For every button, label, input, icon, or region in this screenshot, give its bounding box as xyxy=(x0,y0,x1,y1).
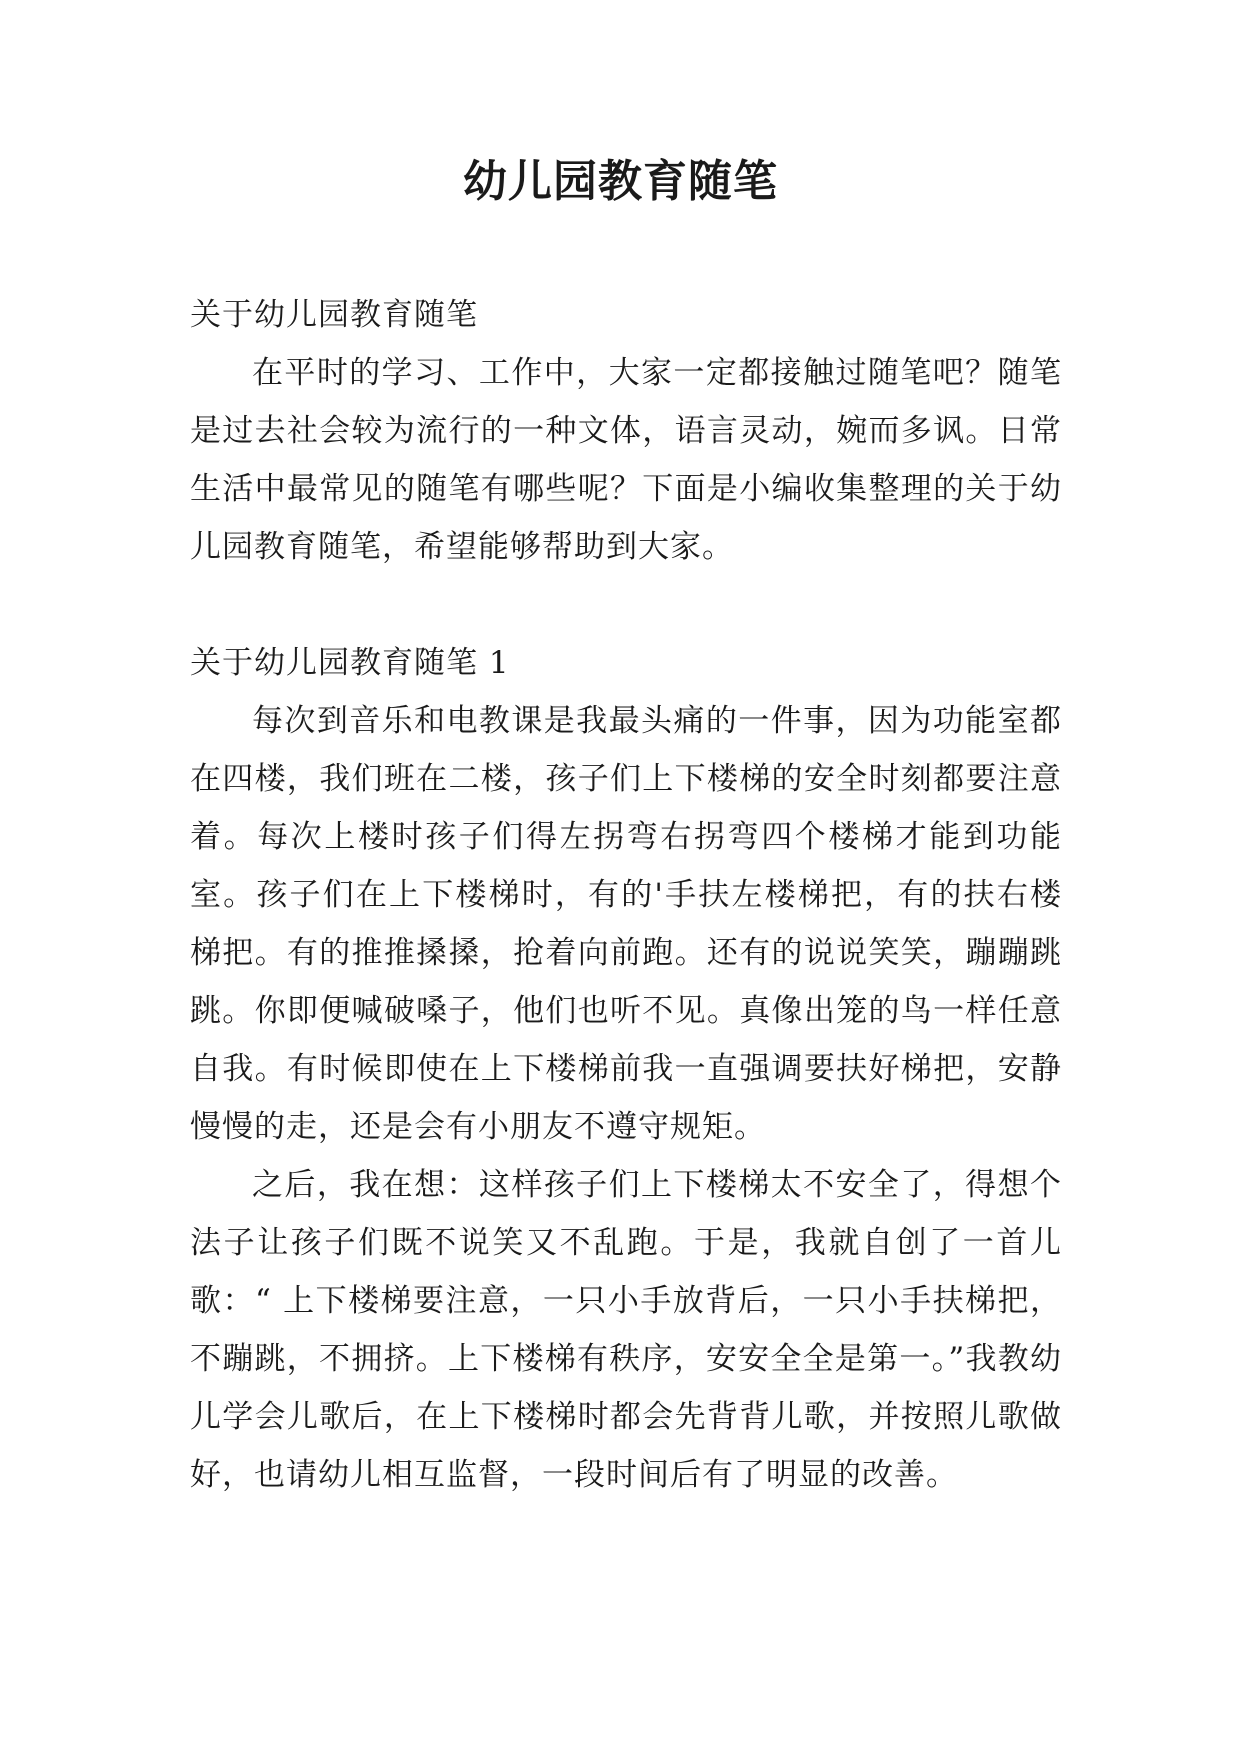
document-body xyxy=(190,286,1062,1504)
section-1-paragraph-1: 每次到音乐和电教课是我最头痛的一件事，因为功能室都在四楼，我们班在二楼，孩子们上下楼梯的安全时刻都要注意着。每次上楼时孩子们得左拐弯右拐弯四个楼梯才能到功能室。孩子们在上下楼梯时，有的'手扶左楼梯把，有的扶右楼梯把。有的推推搡搡，抢着向前跑。还有的说说笑笑，蹦蹦跳跳。你即便喊破嗓子，他们也听不见。真像出笼的鸟一样任意自我。有时候即使在上下楼梯前我一直强调要扶好梯把，安静慢慢的走，还是会有小朋友不遵守规矩。 xyxy=(190,703,1062,1145)
intro-heading: 关于幼儿园教育随笔 xyxy=(190,297,478,333)
section-spacer xyxy=(190,576,1062,634)
section-1-heading: 关于幼儿园教育随笔 1 xyxy=(190,645,510,681)
document-title: 幼儿园教育随笔 xyxy=(463,156,778,207)
section-1-paragraph-2: 之后，我在想：这样孩子们上下楼梯太不安全了，得想个法子让孩子们既不说笑又不乱跑。于是，我就自创了一首儿歌：“ 上下楼梯要注意，一只小手放背后，一只小手扶梯把， 不蹦跳，不拥挤。上下楼梯有秩序，安安全全是第一。”我教幼儿学会儿歌后，在上下楼梯时都会先背背儿歌，并按照儿歌做好，也请幼儿相互监督，一段时间后有了明显的改善。 xyxy=(190,1167,1062,1493)
intro-paragraph: 在平时的学习、工作中，大家一定都接触过随笔吧？随笔是过去社会较为流行的一种文体，语言灵动，婉而多讽。日常生活中最常见的随笔有哪些呢？下面是小编收集整理的关于幼儿园教育随笔，希望能够帮助到大家。 xyxy=(190,355,1062,565)
